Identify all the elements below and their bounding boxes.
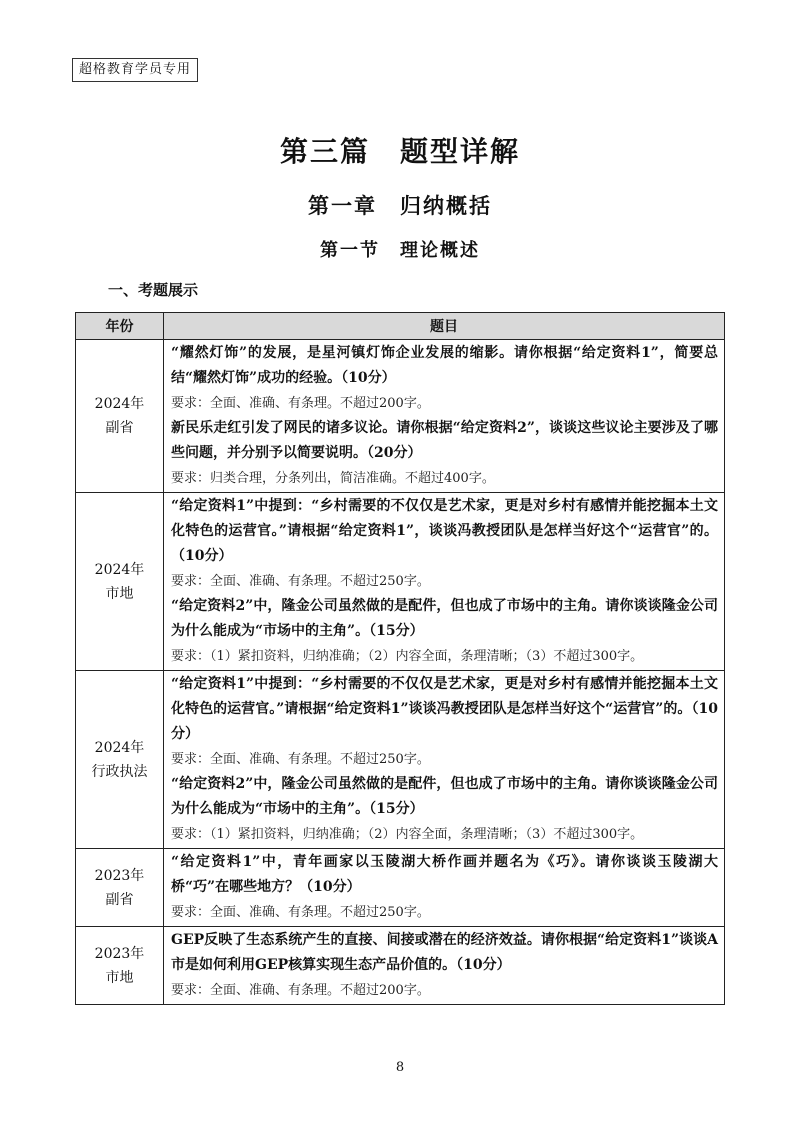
year-cell (76, 671, 164, 849)
question-text: “给定资料1”中提到：“乡村需要的不仅仅是艺术家，更是对乡村有感情并能挖掘本土文化特色的运营官。”请根据“给定资料1”谈谈冯教授团队是怎样当好这个“运营官”的。（10分） (171, 676, 718, 742)
exam-type-label: 副省 (105, 420, 134, 436)
question-cell (164, 340, 725, 493)
question-requirement: 要求：全面、准确、有条理。不超过250字。 (171, 752, 430, 767)
question-cell (164, 849, 725, 927)
year-label: 2023年 (94, 867, 145, 884)
watermark-stamp: 超格教育学员专用 (72, 58, 198, 82)
question-requirement: 要求：归类合理，分条列出，简洁准确。不超过400字。 (171, 471, 495, 486)
exam-type-label: 市地 (105, 969, 134, 986)
question-cell (164, 671, 725, 849)
table-row (76, 340, 725, 493)
question-text: “给定资料2”中，隆金公司虽然做的是配件，但也成了市场中的主角。请你谈谈隆金公司为什么能成为“市场中的主角”。（15分） (171, 776, 718, 817)
year-cell (76, 927, 164, 1005)
question-text: 新民乐走红引发了网民的诸多议论。请你根据“给定资料2”，谈谈这些议论主要涉及了哪些问题，并分别予以简要说明。（20分） (171, 420, 718, 461)
question-requirement: 要求：全面、准确、有条理。不超过250字。 (171, 574, 430, 589)
exam-type-label: 行政执法 (91, 763, 148, 780)
section-title: 第一节 理论概述 (320, 240, 480, 261)
chapter-title: 第一章 归纳概括 (308, 193, 492, 218)
question-requirement: 要求：全面、准确、有条理。不超过200字。 (171, 396, 430, 411)
page-number: 8 (395, 1060, 405, 1075)
table-row (76, 493, 725, 671)
part-title: 第三篇 题型详解 (279, 135, 520, 168)
year-cell (76, 493, 164, 671)
subsection-heading: 一、考题展示 (108, 281, 199, 299)
question-text: “给定资料1”中提到：“乡村需要的不仅仅是艺术家，更是对乡村有感情并能挖掘本土文化特色的运营官。”请根据“给定资料1”，谈谈冯教授团队是怎样当好这个“运营官”的。（10分） (171, 498, 718, 564)
table-row (76, 849, 725, 927)
question-requirement: 要求：（1）紧扣资料，归纳准确；（2）内容全面，条理清晰；（3）不超过300字。 (171, 827, 644, 842)
question-cell (164, 927, 725, 1005)
year-label: 2023年 (94, 945, 145, 962)
column-header-question: 题目 (164, 313, 725, 340)
exam-type-label: 市地 (105, 585, 134, 602)
year-cell (76, 340, 164, 493)
question-text: GEP反映了生态系统产生的直接、间接或潜在的经济效益。请你根据“给定资料1”谈谈A市是如何利用GEP核算实现生态产品价值的。（10分） (171, 932, 718, 973)
question-cell (164, 493, 725, 671)
table-row (76, 671, 725, 849)
year-label: 2024年 (94, 561, 145, 578)
column-header-year: 年份 (76, 313, 164, 340)
year-label: 2024年 (94, 739, 145, 756)
year-cell (76, 849, 164, 927)
question-text: “给定资料1”中，青年画家以玉陵湖大桥作画并题名为《巧》。请你谈谈玉陵湖大桥“巧”在哪些地方？（10分） (171, 854, 718, 895)
question-requirement: 要求：（1）紧扣资料，归纳准确；（2）内容全面，条理清晰；（3）不超过300字。 (171, 649, 644, 664)
year-label: 2024年 (94, 396, 145, 412)
table-header-row (76, 313, 725, 340)
question-text: “耀然灯饰”的发展，是星河镇灯饰企业发展的缩影。请你根据“给定资料1”，简要总结“耀然灯饰”成功的经验。（10分） (171, 345, 718, 386)
question-text: “给定资料2”中，隆金公司虽然做的是配件，但也成了市场中的主角。请你谈谈隆金公司为什么能成为“市场中的主角”。（15分） (171, 598, 718, 639)
question-requirement: 要求：全面、准确、有条理。不超过250字。 (171, 905, 430, 920)
table-row (76, 927, 725, 1005)
exam-questions-table (75, 312, 725, 1005)
exam-type-label: 副省 (105, 891, 134, 908)
question-requirement: 要求：全面、准确、有条理。不超过200字。 (171, 983, 430, 998)
